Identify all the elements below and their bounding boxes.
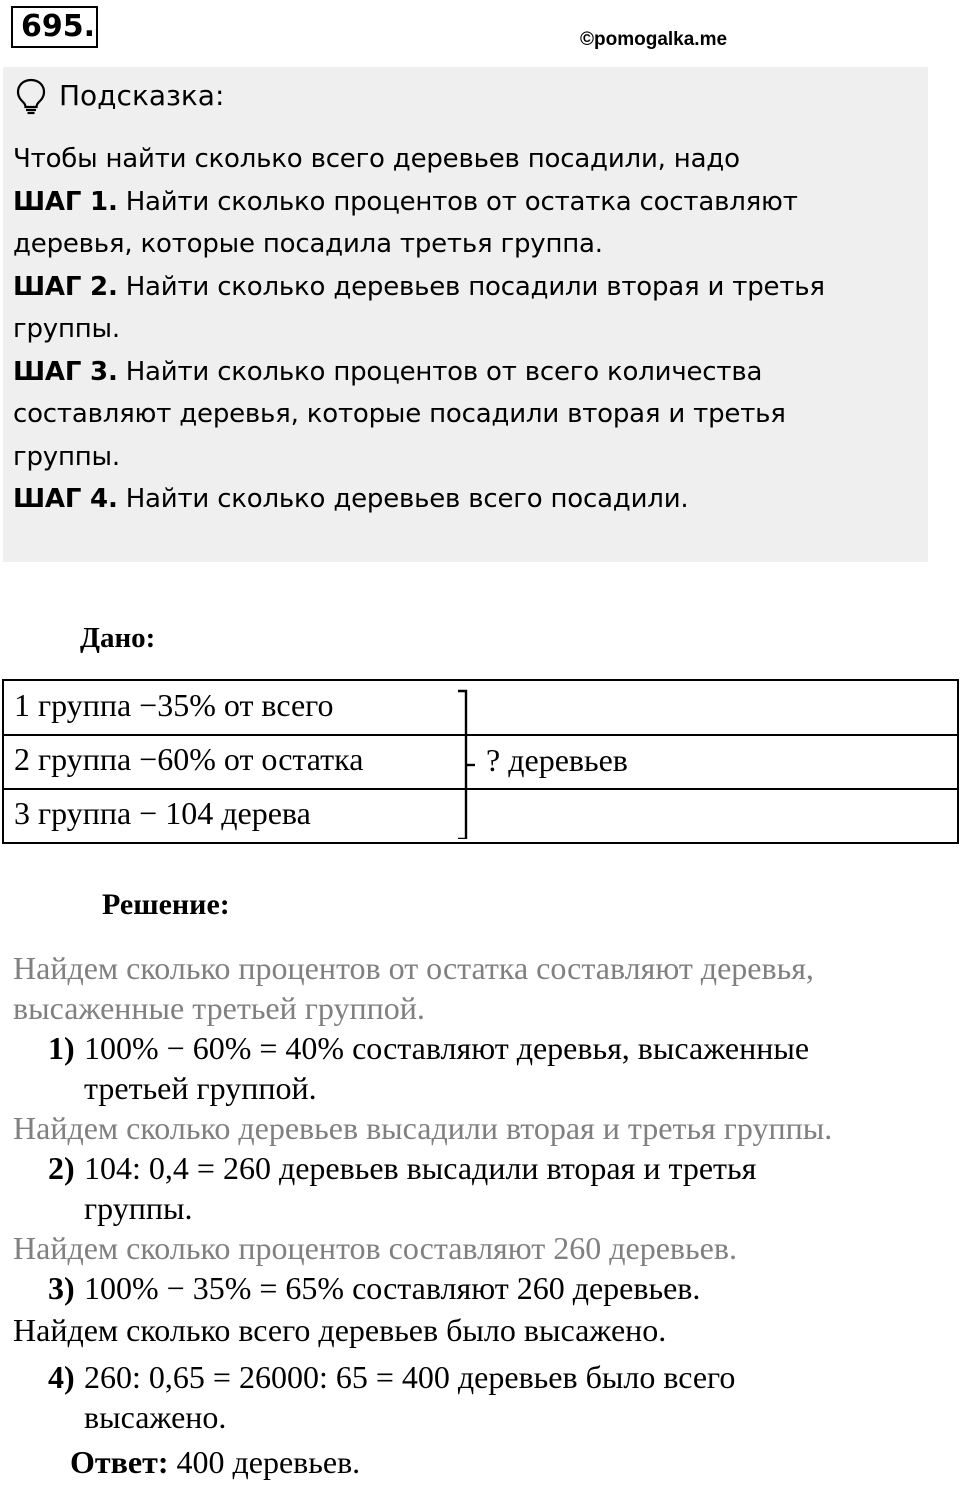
hint-line: ШАГ 2. Найти сколько деревьев посадили вторая и третья <box>13 271 825 302</box>
given-row-2: 2 группа −60% от остатка <box>14 741 364 777</box>
hint-line: группы. <box>13 441 120 472</box>
task-number: 695. <box>11 6 98 48</box>
comment-2: Найдем сколько деревьев высадили вторая и третья группы. <box>13 1110 833 1146</box>
given-title: Дано: <box>80 622 156 654</box>
hint-text <box>13 138 918 521</box>
hint-line: Чтобы найти сколько всего деревьев посадили, надо <box>13 144 740 174</box>
solution-title: Решение: <box>102 888 230 921</box>
comment-4: Найдем сколько всего деревьев было высажено. <box>13 1312 667 1348</box>
hint-line: группы. <box>13 314 120 344</box>
hint-line: ШАГ 1. Найти сколько процентов от остатка составляют <box>13 186 798 217</box>
step-4: 4) 260: 0,65 = 26000: 65 = 400 деревьев было всего <box>48 1359 736 1395</box>
step-2: 2) 104: 0,4 = 260 деревьев высадили вторая и третья <box>48 1150 757 1186</box>
comment-1: Найдем сколько процентов от остатка составляют деревья, <box>13 950 814 986</box>
step-3: 3) 100% − 35% = 65% составляют 260 деревьев. <box>48 1270 701 1306</box>
hint-line: деревья, которые посадила третья группа. <box>13 229 603 259</box>
comment-3: Найдем сколько процентов составляют 260 деревьев. <box>13 1230 737 1266</box>
given-row-1: 1 группа −35% от всего <box>14 687 334 723</box>
step-1-cont: третьей группой. <box>84 1070 317 1106</box>
step-2-cont: группы. <box>84 1190 193 1226</box>
lightbulb-icon <box>15 77 47 115</box>
right-brace-icon <box>444 689 484 839</box>
source-label: ©pomogalka.me <box>580 29 728 50</box>
hint-line: составляют деревья, которые посадили вторая и третья <box>13 399 786 429</box>
answer: Ответ: 400 деревьев. <box>70 1444 361 1480</box>
hint-title-label: Подсказка: <box>59 79 225 112</box>
hint-line: ШАГ 3. Найти сколько процентов от всего количества <box>13 356 763 387</box>
step-4-cont: высажено. <box>84 1399 227 1435</box>
given-table <box>2 679 959 844</box>
hint-line: ШАГ 4. Найти сколько деревьев всего посадили. <box>13 484 689 514</box>
comment-1-cont: высаженные третьей группой. <box>13 990 425 1026</box>
question-label: ? деревьев <box>486 742 628 778</box>
hint-title <box>15 76 224 116</box>
given-row-3: 3 группа − 104 дерева <box>14 795 311 831</box>
step-1: 1) 100% − 60% = 40% составляют деревья, высаженные <box>48 1030 810 1066</box>
